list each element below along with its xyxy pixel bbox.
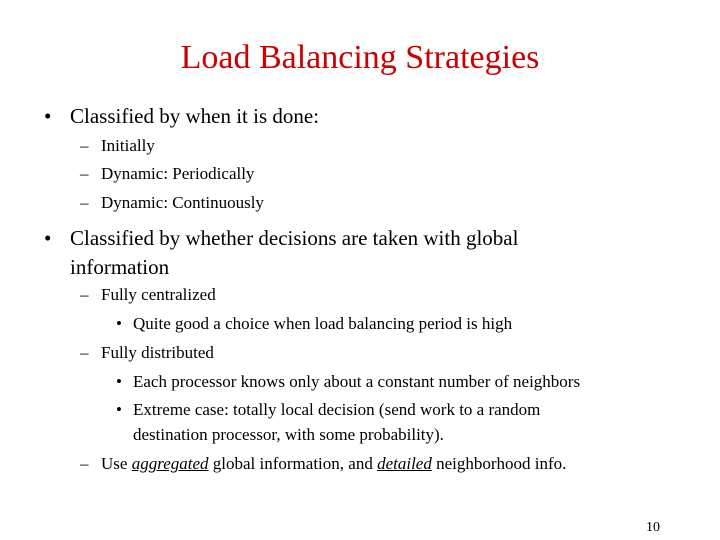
sub-item-continuously: Dynamic: Continuously [101, 193, 264, 212]
dash-marker: – [80, 136, 89, 155]
dash-marker: – [80, 454, 89, 473]
dash-marker: – [80, 343, 89, 362]
text-middle: global information, and [208, 454, 378, 473]
page-number: 10 [646, 520, 660, 535]
sub-item-initially: Initially [101, 136, 155, 155]
bullet-marker: • [44, 226, 52, 250]
sub-item-aggregated-detailed [101, 452, 566, 476]
sub-item-periodically: Dynamic: Periodically [101, 164, 255, 183]
dot-marker: • [116, 314, 122, 333]
bullet-global-info-line2: information [70, 255, 170, 279]
dot-marker: • [116, 400, 122, 419]
emphasis-aggregated: aggregated [131, 454, 209, 473]
bullet-global-info-line1: Classified by whether decisions are taken with global [70, 226, 519, 250]
dash-marker: – [80, 285, 89, 304]
text-prefix: Use [101, 454, 132, 473]
bullet-when-classified: Classified by when it is done: [70, 104, 320, 128]
dash-marker: – [80, 193, 89, 212]
sub-sub-item-extreme-line2: destination processor, with some probability). [133, 425, 444, 444]
bullet-marker: • [44, 104, 52, 128]
sub-sub-item-extreme-line1: Extreme case: totally local decision (send work to a random [133, 400, 541, 419]
slide-title: Load Balancing Strategies [180, 39, 540, 76]
emphasis-detailed: detailed [377, 454, 432, 473]
dot-marker: • [116, 372, 122, 391]
sub-item-centralized: Fully centralized [101, 285, 216, 304]
text-suffix: neighborhood info. [431, 454, 567, 473]
sub-item-distributed: Fully distributed [101, 343, 214, 362]
sub-sub-item-neighbors: Each processor knows only about a constant number of neighbors [133, 372, 581, 391]
sub-sub-item-centralized-note: Quite good a choice when load balancing period is high [133, 314, 513, 333]
dash-marker: – [80, 164, 89, 183]
